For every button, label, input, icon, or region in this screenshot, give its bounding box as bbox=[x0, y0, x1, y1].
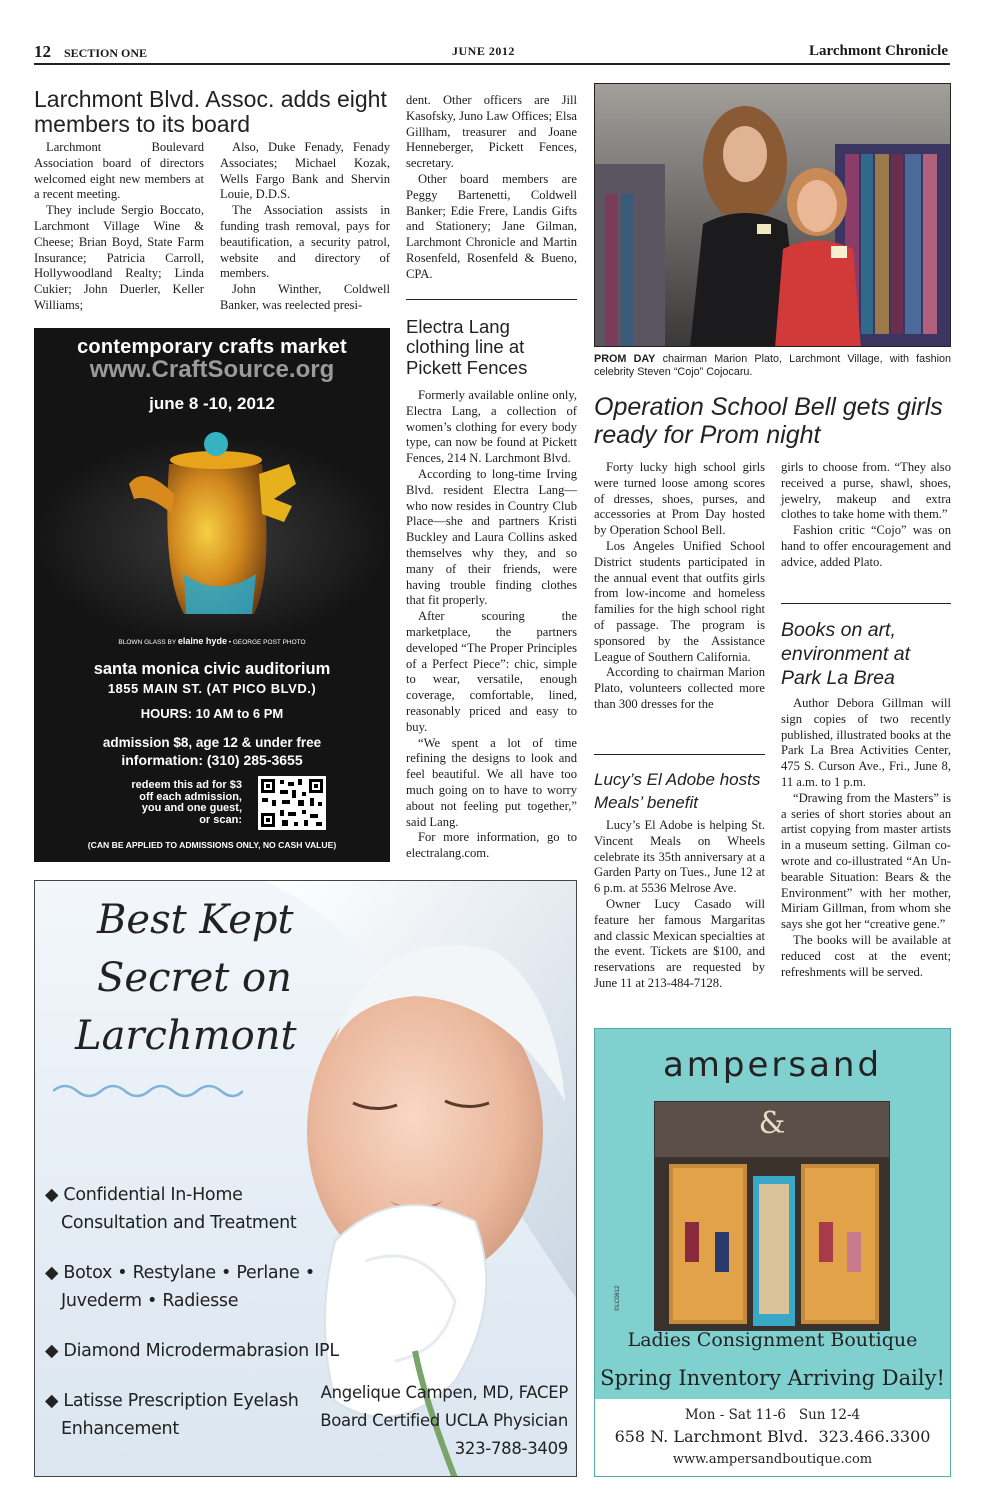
redeem-line: off each admission, bbox=[139, 790, 242, 803]
paper-name: Larchmont Chronicle bbox=[808, 43, 948, 59]
storefront-photo bbox=[654, 1101, 890, 1331]
electra-top-rule bbox=[406, 299, 577, 300]
paragraph: Author Debora Gillman will sign copies of two recently published, illustrated books at the Park La Brea Activities Center, 475 S. Curson Ave., Fri., June 8, 11 a.m. to 1 p.m. bbox=[781, 696, 951, 789]
ad-venue: santa monica civic auditorium bbox=[93, 660, 331, 678]
paragraph: “Drawing from the Masters” is a series of short stories about an artist copying from master artists in a museum setting. Gilman co-wrote and co-illustrated “An Un-bearable Situation: Bears & the Environment” with her mother, Miriam Gillman, from whom she says she got her “creative gene.” bbox=[781, 790, 951, 932]
paragraph: According to chairman Marion Plato, volunteers collected more than 300 dresses for the bbox=[594, 665, 765, 711]
paragraph: According to long-time Irving Blvd. resident Electra Lang—who now resides in Country Club Place—she and partners Kristi Buckley and Laura Collins asked themselves why they, and so many of their friends, were having trouble finding clothes that fit properly. bbox=[406, 466, 577, 608]
credit-suffix: • GEORGE POST PHOTO bbox=[228, 639, 306, 646]
crafts-market-ad bbox=[34, 328, 390, 862]
store-hours: Mon - Sat 11-6 Sun 12-4 bbox=[684, 1407, 861, 1423]
redeem-line: redeem this ad for $3 bbox=[131, 779, 242, 791]
page-number: 12 bbox=[34, 42, 51, 61]
paragraph: Fashion critic “Cojo” was on hand to offer encouragement and advice, added Plato. bbox=[781, 523, 951, 569]
paragraph: Lucy’s El Adobe is helping St. Vincent Meals on Wheels celebrate its 35th anniversary at a Garden Party on Tues., June 12 at 6 p.m. at 5536 Melrose Ave. bbox=[594, 818, 765, 896]
paragraph: The Association assists in funding trash removal, pays for beautification, a security patrol, website and directory of members. bbox=[220, 203, 390, 281]
services-list bbox=[45, 1181, 345, 1443]
paragraph: Also, Duke Fenady, Fenady Associates; Michael Kozak, Wells Fargo Bank and Shervin Louie, D.D.S. bbox=[220, 140, 390, 202]
storefront-sign: & bbox=[758, 1106, 786, 1141]
lucys-top-rule bbox=[594, 754, 765, 755]
store-address: 658 N. Larchmont Blvd. 323.466.3300 bbox=[614, 1427, 931, 1446]
paragraph: Formerly available online only, Electra Lang, a collection of women’s clothing for every body type, can now be found at Pickett Fences, 214 N. Larchmont Blvd. bbox=[406, 388, 577, 466]
photo-illustration bbox=[595, 84, 951, 347]
service-line: Enhancement bbox=[61, 1419, 179, 1439]
credit-artist: elaine hyde bbox=[177, 636, 227, 646]
headline-electra: Electra Lang clothing line at Pickett Fences bbox=[406, 316, 528, 378]
paragraph: “We spent a lot of time refining the designs to look and feel beautiful. We all have too much going on to have to worry about not feeling put together,” said Lang. bbox=[406, 735, 577, 829]
title-line: Secret on bbox=[97, 955, 292, 1001]
skincare-ad bbox=[34, 880, 577, 1477]
school-bell-col-1 bbox=[594, 460, 765, 713]
title-line: Best Kept bbox=[97, 897, 294, 943]
doctor-phone: 323-788-3409 bbox=[454, 1439, 568, 1458]
paragraph: They include Sergio Boccato, Larchmont Village Wine & Cheese; Brian Boyd, State Farm Insurance; Patricia Carroll, Hollywoodland Realty; Linda Cukier; John Duerler, Keller Williams; bbox=[34, 203, 204, 312]
service-line: Juvederm • Radiesse bbox=[61, 1291, 239, 1311]
credit-prefix: BLOWN GLASS BY bbox=[118, 639, 177, 646]
prom-day-photo bbox=[594, 83, 951, 347]
ampersand-ad bbox=[594, 1028, 951, 1477]
photo-caption bbox=[594, 353, 951, 379]
service-item: ◆ Latisse Prescription Eyelash Enhancement bbox=[45, 1387, 345, 1443]
tagline-1: Ladies Consignment Boutique bbox=[627, 1329, 918, 1351]
service-item: ◆ Confidential In-Home Consultation and Treatment bbox=[45, 1181, 345, 1237]
paragraph: Forty lucky high school girls were turned loose among scores of dresses, shoes, purses, and accessories at Prom Day hosted by Operation School Bell. bbox=[594, 460, 765, 538]
paragraph: The books will be available at reduced cost at the event; refreshments will be served. bbox=[781, 932, 951, 979]
ad-disclaimer: (CAN BE APPLIED TO ADMISSIONS ONLY, NO CASH VALUE) bbox=[87, 840, 337, 850]
redeem-line: you and one guest, bbox=[141, 802, 242, 814]
doctor-cert: Board Certified UCLA Physician bbox=[320, 1411, 568, 1430]
doctor-block bbox=[320, 1379, 568, 1463]
caption-kicker: PROM DAY bbox=[594, 353, 656, 365]
ad-title: contemporary crafts market bbox=[77, 336, 347, 358]
service-line: Confidential In-Home bbox=[63, 1185, 243, 1205]
tagline-2: Spring Inventory Arriving Daily! bbox=[600, 1366, 945, 1390]
ad-info: information: (310) 285-3655 bbox=[121, 752, 303, 768]
ad-dates: june 8 -10, 2012 bbox=[149, 394, 275, 413]
headline-school-bell: Operation School Bell gets girls ready for Prom night bbox=[594, 393, 943, 449]
lba-col-1 bbox=[34, 140, 204, 314]
teapot-illustration bbox=[34, 424, 390, 634]
headline-lba: Larchmont Blvd. Assoc. adds eight members to its board bbox=[34, 86, 387, 138]
school-bell-col-2 bbox=[781, 460, 951, 571]
section-label: SECTION ONE bbox=[64, 46, 148, 60]
issue-date: JUNE 2012 bbox=[452, 44, 515, 58]
headline-lucys: Lucy’s El Adobe hosts Meals’ benefit bbox=[594, 770, 761, 812]
service-line: Consultation and Treatment bbox=[61, 1213, 297, 1233]
caption-text: chairman Marion Plato, Larchmont Village, with fashion celebrity Steven “Cojo” Cojocaru. bbox=[594, 353, 952, 378]
paragraph: Other board members are Peggy Bartenetti, Coldwell Banker; Edie Frere, Landis Gifts and Stationery; Jane Gilman, Larchmont Chronicle and Martin Rosenfeld, Rosenfeld & Bueno, CPA. bbox=[406, 171, 577, 281]
service-line: Diamond Microdermabrasion IPL bbox=[63, 1341, 339, 1361]
paragraph: dent. Other officers are Jill Kasofsky, Juno Law Offices; Elsa Gillham, treasurer and Joane Henneberger, Pickett Fences, secretary. bbox=[406, 93, 577, 171]
service-line: Latisse Prescription Eyelash bbox=[63, 1391, 299, 1411]
electra-body bbox=[406, 388, 577, 862]
wave-divider bbox=[53, 1081, 243, 1101]
lucys-body bbox=[594, 818, 765, 992]
redeem-line: or scan: bbox=[199, 813, 242, 826]
doctor-name: Angelique Campen, MD, FACEP bbox=[320, 1383, 568, 1402]
service-item: ◆ Botox • Restylane • Perlane • Juvederm • Radiesse bbox=[45, 1259, 345, 1315]
ad-address: 1855 MAIN ST. (AT PICO BLVD.) bbox=[107, 681, 317, 696]
masthead-rule bbox=[34, 63, 950, 65]
title-line: Larchmont bbox=[75, 1013, 297, 1059]
ad-hours: HOURS: 10 AM to 6 PM bbox=[140, 706, 284, 721]
redeem-block bbox=[34, 780, 390, 840]
paragraph: John Winther, Coldwell Banker, was reelected presi- bbox=[220, 282, 390, 312]
service-line: Botox • Restylane • Perlane • bbox=[63, 1263, 315, 1283]
qr-code[interactable] bbox=[258, 776, 326, 830]
photo-credit bbox=[34, 636, 390, 646]
lba-col-3 bbox=[406, 93, 577, 283]
ad-url: www.CraftSource.org bbox=[89, 356, 335, 383]
teapot-photo bbox=[34, 424, 390, 634]
paragraph: Larchmont Boulevard Association board of directors welcomed eight new members at a recent meeting. bbox=[34, 140, 204, 202]
paragraph: For more information, go to electralang.com. bbox=[406, 830, 577, 861]
service-item: ◆ Diamond Microdermabrasion IPL bbox=[45, 1341, 339, 1361]
paragraph: Owner Lucy Casado will feature her famous Margaritas and classic Mexican specialties at the event. Tickets are $100, and reservations are requested by June 11 at 213-484-7128. bbox=[594, 896, 765, 990]
ad-admission: admission $8, age 12 & under free bbox=[102, 735, 322, 750]
books-body bbox=[781, 696, 951, 980]
photo-note: ©LC0612 bbox=[615, 1285, 621, 1311]
headline-books: Books on art, environment at Park La Brea bbox=[781, 619, 910, 689]
books-top-rule bbox=[781, 603, 951, 604]
paragraph: Los Angeles Unified School District students participated in the annual event that outfits girls from low-income and homeless families for the high school right of passage. The program is sponsored by the Assistance League of Southern California. bbox=[594, 538, 765, 664]
store-name: ampersand bbox=[662, 1045, 883, 1085]
info-box bbox=[595, 1399, 950, 1477]
paragraph: After scouring the marketplace, the partners developed “The Proper Principles of a Perfect Piece”: chic, simple to wear, versatile, enough coverage, comfortable, lined, reasonably priced and easy to buy. bbox=[406, 609, 577, 734]
redeem-text bbox=[131, 780, 242, 826]
paragraph: girls to choose from. “They also received a purse, shawl, shoes, jewelry, makeup and extra clothes to take home with them.” bbox=[781, 460, 951, 522]
store-website[interactable]: www.ampersandboutique.com bbox=[672, 1452, 873, 1467]
ad-title bbox=[75, 891, 297, 1065]
lba-col-2 bbox=[220, 140, 390, 314]
